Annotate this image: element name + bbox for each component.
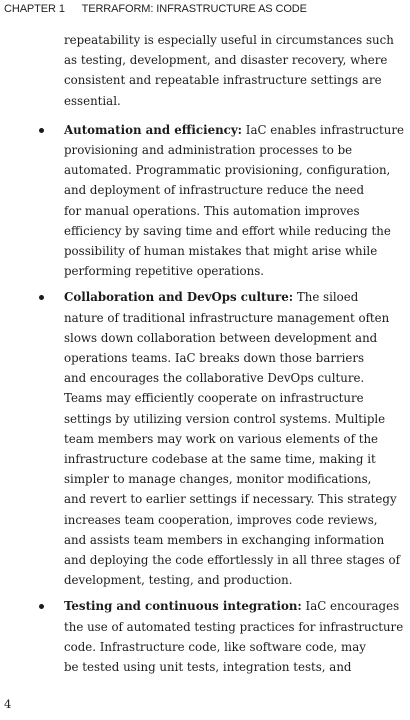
text-line: repeatability is especially useful in circumstances such (64, 33, 394, 47)
text-line: and assists team members in exchanging information (64, 532, 385, 547)
bullet-first-line-text: IaC encourages (301, 599, 400, 614)
text-line: simpler to manage changes, monitor modifications, (64, 472, 372, 487)
text-line: slows down collaboration between development and (64, 330, 378, 345)
bullet-term: Automation and efficiency: (64, 122, 243, 137)
text-line (64, 287, 409, 307)
text-line: and deploying the code effortlessly in all three stages of (64, 553, 400, 568)
text-line: increases team cooperation, improves code reviews, (64, 512, 378, 527)
text-line: and encourages the collaborative DevOps culture. (64, 371, 365, 386)
bullet-first-line-text: IaC enables infrastructure (242, 122, 404, 137)
bullet-term: Testing and continuous integration: (64, 599, 302, 614)
chapter-label: CHAPTER 1 (4, 3, 65, 15)
bullet-icon (39, 295, 44, 300)
running-head (4, 3, 307, 15)
bullet-term: Collaboration and DevOps culture: (64, 290, 294, 305)
intro-paragraph (64, 30, 409, 111)
bullet-item-testing (64, 596, 409, 677)
bullet-icon (39, 604, 44, 609)
text-line: for manual operations. This automation improves (64, 203, 360, 218)
bullet-item-collaboration (64, 287, 409, 590)
text-line (64, 120, 409, 140)
page-number: 4 (4, 697, 12, 711)
text-line: team members may work on various elements of the (64, 431, 379, 446)
text-line: be tested using unit tests, integration tests, and (64, 660, 352, 675)
text-line: code. Infrastructure code, like software code, may (64, 639, 366, 654)
bullet-icon (39, 128, 44, 133)
text-line: possibility of human mistakes that might arise while (64, 244, 378, 259)
text-line: and revert to earlier settings if necessary. This strategy (64, 492, 397, 507)
text-line: as testing, development, and disaster recovery, where (64, 53, 388, 68)
text-line: Teams may efficiently cooperate on infrastructure (64, 391, 364, 406)
bullet-first-line-text: The siloed (293, 290, 359, 305)
text-line: nature of traditional infrastructure management often (64, 310, 390, 325)
text-line: performing repetitive operations. (64, 264, 265, 279)
text-line: settings by utilizing version control systems. Multiple (64, 411, 386, 426)
bullet-item-automation (64, 120, 409, 282)
text-line: provisioning and administration processes to be (64, 143, 353, 158)
text-line: the use of automated testing practices for infrastructure (64, 619, 404, 634)
text-line (64, 596, 409, 616)
text-line: and deployment of infrastructure reduce the need (64, 183, 365, 198)
text-line: infrastructure codebase at the same time, making it (64, 452, 376, 467)
text-line: essential. (64, 93, 121, 108)
bullet-list (64, 120, 409, 677)
text-line: operations teams. IaC breaks down those barriers (64, 351, 365, 366)
text-line: automated. Programmatic provisioning, configuration, (64, 163, 391, 178)
text-line: development, testing, and production. (64, 573, 293, 588)
body-text (64, 30, 409, 677)
text-line: consistent and repeatable infrastructure settings are (64, 73, 382, 88)
chapter-title: TERRAFORM: INFRASTRUCTURE AS CODE (81, 3, 307, 15)
text-line: efficiency by saving time and effort while reducing the (64, 223, 391, 238)
